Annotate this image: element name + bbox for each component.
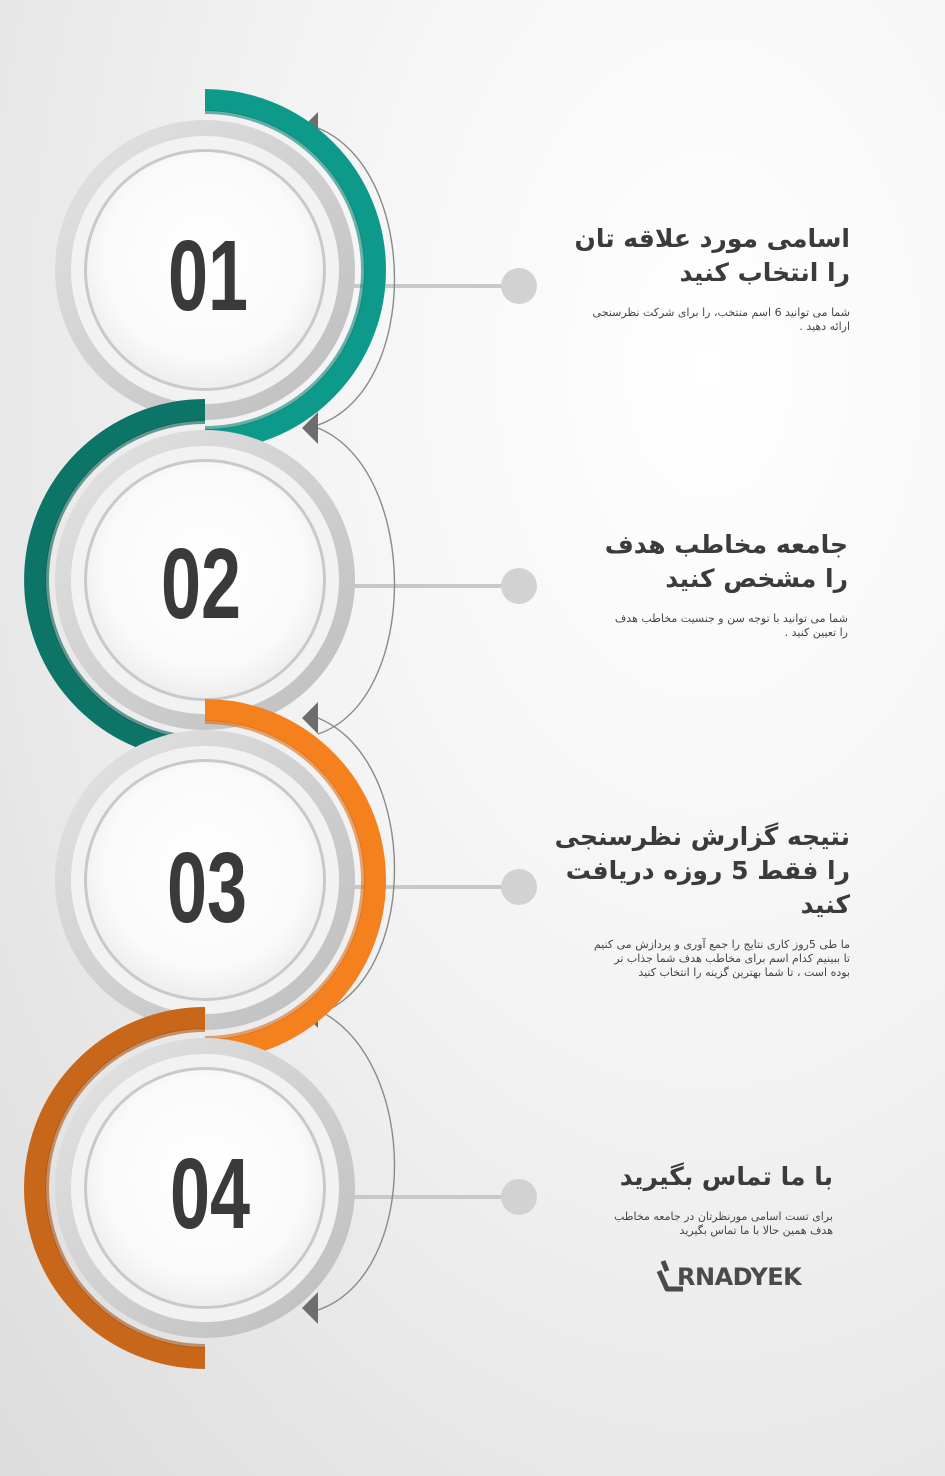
step-2-text [548,528,848,640]
step-1-number: 01 [167,220,249,332]
step-4-title: با ما تماس بگیرید [619,1162,833,1191]
connectors [300,268,537,1215]
step-4-description: برای تست اسامی مورنظرتان در جامعه مخاطب هدف همین حالا با ما تماس بگیرید [613,1210,833,1237]
brand-logo-text: RNADYEK [677,1263,802,1291]
brand-logo [655,1257,815,1297]
step-1-description: شما می توانید 6 اسم منتخب، را برای شرکت نظرسنجی ارائه دهید . [592,306,850,333]
step-2-description: شما می توانید با توجه سن و جنسیت مخاطب هدف را تعیین کنید . [614,612,848,639]
step-2-number: 02 [160,528,242,640]
step-2-title: جامعه مخاطب هدف را مشخص کنید [604,530,848,593]
step-4-number: 04 [169,1138,251,1250]
step-4-text [533,1160,833,1238]
step-1-title: اسامی مورد علاقه تان را انتخاب کنید [574,224,850,287]
step-1-text [550,222,850,334]
step-3-text [530,820,850,980]
step-3-number: 03 [166,832,248,944]
step-3-title: نتیجه گزارش نظرسنجی را فقط 5 روزه دریافت کنید [554,822,850,919]
step-3-description: ما طی 5روز کاری نتایج را جمع آوری و پردازش می کنیم تا ببینیم کدام اسم برای مخاطب هدف شما جذاب تر بوده است ، تا شما بهترین گزینه را انتخاب کنید [593,938,850,979]
